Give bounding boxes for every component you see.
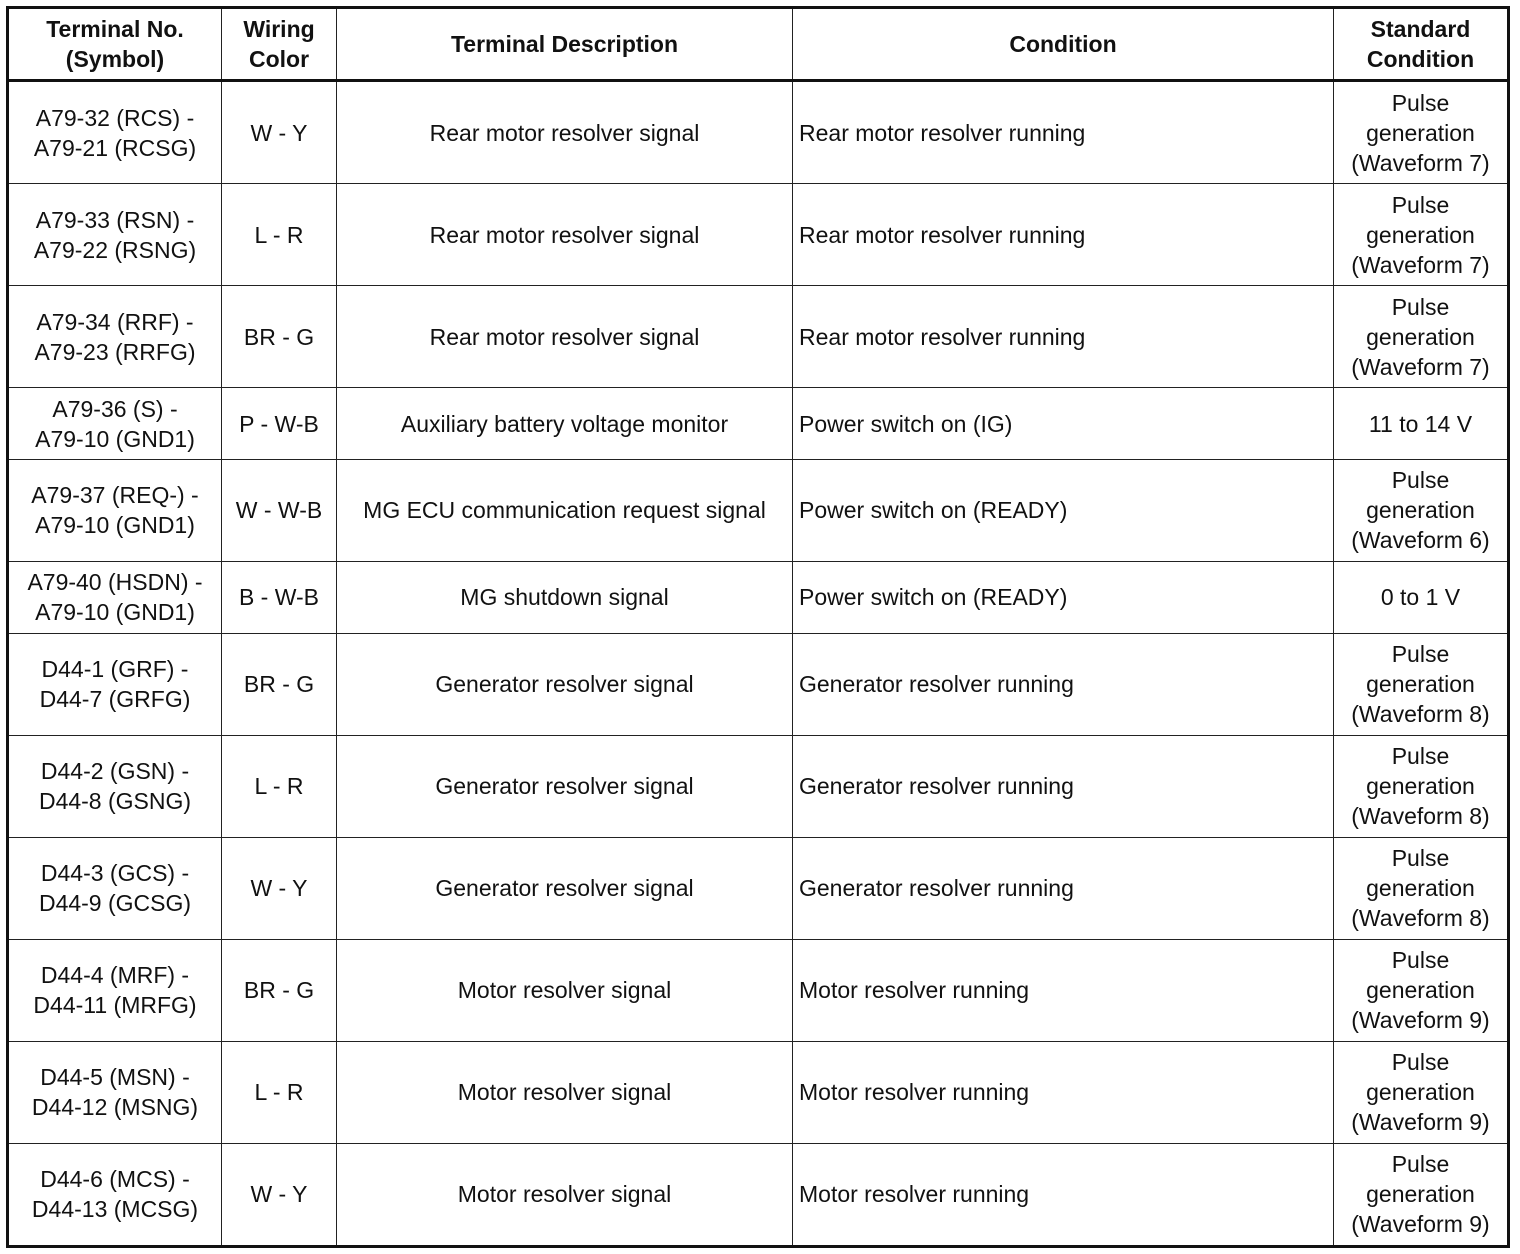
terminal-cell: D44-1 (GRF) - D44-7 (GRFG) — [8, 633, 222, 735]
condition-cell: Motor resolver running — [793, 1041, 1334, 1143]
standard-cell: Pulse generation (Waveform 9) — [1334, 1143, 1509, 1246]
terminal-cell: A79-33 (RSN) - A79-22 (RSNG) — [8, 184, 222, 286]
wiring-cell: L - R — [222, 184, 337, 286]
table-row — [8, 561, 1509, 633]
terminal-cell: D44-5 (MSN) - D44-12 (MSNG) — [8, 1041, 222, 1143]
terminal-cell: D44-6 (MCS) - D44-13 (MCSG) — [8, 1143, 222, 1246]
description-cell: Motor resolver signal — [337, 939, 793, 1041]
terminal-cell: D44-4 (MRF) - D44-11 (MRFG) — [8, 939, 222, 1041]
condition-cell: Motor resolver running — [793, 939, 1334, 1041]
table-row — [8, 1143, 1509, 1246]
description-cell: Motor resolver signal — [337, 1041, 793, 1143]
wiring-cell: L - R — [222, 735, 337, 837]
wiring-cell: W - W-B — [222, 459, 337, 561]
wiring-cell: BR - G — [222, 286, 337, 388]
standard-cell: Pulse generation (Waveform 9) — [1334, 1041, 1509, 1143]
terminal-cell: A79-40 (HSDN) - A79-10 (GND1) — [8, 561, 222, 633]
table-row — [8, 184, 1509, 286]
header-standard: Standard Condition — [1334, 8, 1509, 81]
standard-cell: Pulse generation (Waveform 7) — [1334, 286, 1509, 388]
terminal-cell: A79-34 (RRF) - A79-23 (RRFG) — [8, 286, 222, 388]
description-cell: Rear motor resolver signal — [337, 81, 793, 184]
table-row — [8, 735, 1509, 837]
condition-cell: Power switch on (READY) — [793, 459, 1334, 561]
condition-cell: Power switch on (READY) — [793, 561, 1334, 633]
table-row — [8, 286, 1509, 388]
condition-cell: Generator resolver running — [793, 735, 1334, 837]
description-cell: Rear motor resolver signal — [337, 286, 793, 388]
table-row — [8, 939, 1509, 1041]
description-cell: Rear motor resolver signal — [337, 184, 793, 286]
condition-cell: Motor resolver running — [793, 1143, 1334, 1246]
header-row — [8, 8, 1509, 81]
description-cell: MG ECU communication request signal — [337, 459, 793, 561]
description-cell: Generator resolver signal — [337, 633, 793, 735]
wiring-cell: W - Y — [222, 81, 337, 184]
terminal-cell: A79-36 (S) - A79-10 (GND1) — [8, 388, 222, 460]
condition-cell: Generator resolver running — [793, 633, 1334, 735]
standard-cell: Pulse generation (Waveform 6) — [1334, 459, 1509, 561]
description-cell: Auxiliary battery voltage monitor — [337, 388, 793, 460]
terminal-cell: D44-2 (GSN) - D44-8 (GSNG) — [8, 735, 222, 837]
header-description: Terminal Description — [337, 8, 793, 81]
standard-cell: Pulse generation (Waveform 8) — [1334, 837, 1509, 939]
description-cell: Motor resolver signal — [337, 1143, 793, 1246]
standard-cell: Pulse generation (Waveform 9) — [1334, 939, 1509, 1041]
table-row — [8, 1041, 1509, 1143]
standard-cell: 11 to 14 V — [1334, 388, 1509, 460]
table-row — [8, 81, 1509, 184]
standard-cell: 0 to 1 V — [1334, 561, 1509, 633]
table-row — [8, 459, 1509, 561]
header-condition: Condition — [793, 8, 1334, 81]
standard-cell: Pulse generation (Waveform 7) — [1334, 81, 1509, 184]
table-body — [8, 81, 1509, 1247]
standard-cell: Pulse generation (Waveform 8) — [1334, 633, 1509, 735]
wiring-cell: W - Y — [222, 1143, 337, 1246]
header-terminal: Terminal No. (Symbol) — [8, 8, 222, 81]
terminal-table — [6, 6, 1510, 1248]
condition-cell: Rear motor resolver running — [793, 81, 1334, 184]
wiring-cell: W - Y — [222, 837, 337, 939]
standard-cell: Pulse generation (Waveform 8) — [1334, 735, 1509, 837]
table-row — [8, 633, 1509, 735]
terminal-cell: D44-3 (GCS) - D44-9 (GCSG) — [8, 837, 222, 939]
header-wiring: Wiring Color — [222, 8, 337, 81]
condition-cell: Rear motor resolver running — [793, 184, 1334, 286]
wiring-cell: P - W-B — [222, 388, 337, 460]
terminal-cell: A79-37 (REQ-) - A79-10 (GND1) — [8, 459, 222, 561]
wiring-cell: L - R — [222, 1041, 337, 1143]
wiring-cell: BR - G — [222, 939, 337, 1041]
wiring-cell: B - W-B — [222, 561, 337, 633]
standard-cell: Pulse generation (Waveform 7) — [1334, 184, 1509, 286]
table-row — [8, 837, 1509, 939]
description-cell: Generator resolver signal — [337, 735, 793, 837]
table-row — [8, 388, 1509, 460]
terminal-cell: A79-32 (RCS) - A79-21 (RCSG) — [8, 81, 222, 184]
condition-cell: Rear motor resolver running — [793, 286, 1334, 388]
condition-cell: Power switch on (IG) — [793, 388, 1334, 460]
condition-cell: Generator resolver running — [793, 837, 1334, 939]
description-cell: MG shutdown signal — [337, 561, 793, 633]
wiring-cell: BR - G — [222, 633, 337, 735]
description-cell: Generator resolver signal — [337, 837, 793, 939]
